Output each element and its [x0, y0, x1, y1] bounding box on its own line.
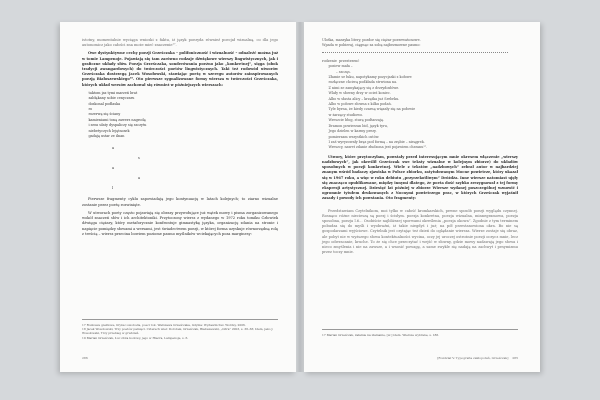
footnote: 17 Rozkosze giełdowe, liryka i swoboda, poeci rok. Warszawa Grześczaka, Gdynia: Wydawnictwo Wordsy, 2006. [82, 323, 246, 327]
verse-line: rozerwą się ściany [82, 112, 121, 117]
left-verse-block [82, 91, 278, 140]
right-bold-paragraph: Utwory, które przytoczyłam, powstały przed interesującym mnie okresem włączenie „wierszy nadzbowych”, jak określił Grześczak swe teksty wizualne w kolejnym zbiorze) do układów sposobnych w poezji konkretnej. Wiele z tekstów „nadzbowych” zebrał autor w najbardziej znanym wśród badaczy zjawiska w Polsce zbiorku, zatytułowanym Mocne powietrze, który ukazał się w 1967 roku, a więc w roku debiutu „przyrzekotliwym” Dróżdża. Inne wiersze natomiast ujęły się znacząco opublikowane, między innymi dlatego, że poeta dość szybko zrezygnował z tej formy ekspresji artystycznej. Dziesięć lat później w zbiorze Wiersze wydanej poszczególnej wznowić i ogromnie tytułem drukowanych z Nocnymi powietrzego prac, w których Grześczak wyjaśnił zasady i powody ich powstania. Oto fragmenty: [322, 154, 518, 201]
right-page-number: 285 [512, 356, 518, 360]
verse-line: i sens ułaty dyspaliczy się szczytu [82, 123, 147, 128]
scattered-letter: a [138, 176, 141, 181]
poem-line: Dramon powierzan bid, język tyru, [322, 123, 388, 128]
footnote: 18 Jacek Wosołowski, Trzy poetów pamięci. Czterech wier. Dorobek, Grześczak, Białoszewski, „Odra” 2003, s. 36–38; Idem, jako J. Wosołowski, Trzy przebieg w grudzień. [82, 327, 274, 336]
footnote: 19 Marian Grześczak, Łuc złota kodowy, jego w Hiacra, Lampenoje, s. 6. [82, 335, 189, 340]
scattered-letter: s [138, 156, 140, 161]
right-quoted-paragraph: Przedstawiam Czytelnikom, moi tylko w całość kromkarskich, pewne sposób poezji wyglądu czynnej. Rosnąco różne niecieszą są poezj i ścisłym. poezja konkretna, poezja wizualna, minnegramowa, poezja sposobna, poezja l.6… Osobiście najbliższej sporwami określenia „poezja okowa”. Zgodnie z tym terminem pobudza się do myśli i wyobraźni, iż takie niegdyś i już; na pół przestanowiona okra. Bo nie są gospodarzami wyjściowe. Czytelnik jest czytając też dzień do oglądanie wiersza. Wierze zostaje się obraz, ale pobyt nie w wyższego słowa kontektualności wycina, oczy jej uroczej ostrożnie poezji oczycz mnie, lecz jego odwracanie, kruche. To że się chce przeczytać i wejść w słowny, gdzie mowy nadawają jego słowa i nieco zmyślenia i nie na zawsze, a i wnosić powagę, a same zwykle się nadają na zachwyt i pesymizmu przez toczy mnie. [322, 208, 518, 255]
left-footnotes [82, 319, 278, 340]
scattered-letter: a [112, 166, 115, 171]
poem-line: Jego dzielen w karmy prezy. [322, 129, 377, 134]
right-footnotes [322, 329, 518, 337]
left-paragraph-3: W utworach poety często pojawiają się obrazy przywołujące już wątek mowy i pisma zorganizowanego wokół znaczeń słów i ich architektoniki. Przytoczony wiersz z wydanego w 1972 roku tomiku Człowiek dźwięga ciężary, który metaforycznie konfrontuje gimnastykę języka, organizację zdania na stronie i napięcie pomiędzy słowami a wersami, jest świadectwem poezji, w której forma uzyskuje równorzędną rolę z treścią – wiersz przecina bowiem poziome pasmo myślników wciekających poza marginesy: [82, 210, 278, 236]
poem-line: rodzenie przestrzenć [322, 58, 360, 63]
right-page [304, 22, 540, 372]
left-bold-paragraph: Owe dystynktywne cechy poezji Grześczaka – polifoniczność i wizualność – odnaleźć można już w tomie Lampenoje. Pojawiają się tam zarówno rodzaje dźwiękowe wierszy lingwistycznych, jak i graficzne układy słów. Poezja Grześczaka, sonderówania poeżno jako „konkretnej”, sięga (obok tradycji awangardowych) do twórczości poetów lingwistycznych. Taki też rodowód utworów Grześczaka dostrzegą Jacek Wosołowski, stawiając poetę w szeregu autorów zainspirowanych poezją Białoszewskiego¹⁸. Oto pierwsze sygnalizowane formy wiersza w twórczości Grześczaka, których układ wersów zachował się również w późniejszych wierszach: [82, 51, 278, 87]
poem-line: Albo w połowe słowna z kilku podań. [322, 102, 392, 107]
running-head: [Rozdział V. Typografia zakłopotań, Grześczak] [437, 356, 509, 360]
poem-line: – szczęs. [322, 69, 351, 74]
verse-line: taktom jaz tymi marzeń brat [82, 90, 138, 95]
poem-line: Wreszcy, nawet zdanie złudzona jest pojawiem chrzanu¹⁷. [322, 145, 428, 150]
verse-line: zabłąkany sobie cenyczaru [82, 96, 135, 101]
poem-line: posiew mała – [322, 64, 353, 69]
poem-line: I zaś wyryzowały brąz pod formą – na zrębie – nieągrek. [322, 139, 425, 144]
left-paragraph-2: Pierwsze fragmenty cyklu zapowiadają jego kontynuację w latach kolejnych; to ziarno wizualne zostanie przez poetę rozwinięte. [82, 197, 278, 207]
scattered-letter: l [112, 186, 114, 191]
right-visual-poem [322, 59, 518, 151]
right-page-body [322, 38, 518, 258]
verse-line: niebetyczych lejętnosek [82, 128, 130, 133]
poem-line: w żarzący studiowo. [322, 112, 364, 117]
poem-line: Wlały w słowny drzy w ocieś koniec. [322, 91, 391, 96]
poem-line: Z nimi ze zamykający się z drzrydosłówe. [322, 85, 400, 90]
left-page-number: 286 [82, 356, 88, 360]
right-running-footer [437, 356, 518, 360]
left-top-paragraph: istotny, momentalnie wyciąga wnioski z faktu, iż język poezyda równieź poecjał wizualną, co dla jego autonomicz jako całości zna może mieć znaczenie¹⁷. [82, 38, 278, 48]
footnote: 17 Marian Grześczak, żałamie na złamanie, [w:] idem. Wiersze wybrane, s. 186. [322, 333, 440, 337]
left-scattered-letters [82, 143, 278, 193]
right-top-line: Wpada w pobieraj, ciągnąc za sobą najbezmowne pasmo: [322, 43, 421, 48]
verse-line: ro [82, 107, 93, 112]
poem-line: rozłączne chciwą podkłada strwiona na. [322, 80, 398, 85]
dotted-separator [322, 52, 508, 53]
verse-line: gadają ustar ze ilnan [82, 134, 125, 139]
poem-line: Wreszcie błog, sturą podtarzają. [322, 118, 385, 123]
left-page-body [82, 38, 278, 240]
poem-line: Złamie se łuku, napotykamy pozycjaski z kołowe [322, 75, 412, 80]
poem-line: Tyle byrna, że kiedy czarną wiązały się na połowie [322, 107, 416, 112]
right-top-line: Ulotka, maszyka litery, pozdor się ciężar porzewatonowe. [322, 38, 421, 42]
verse-line: doskonal podłaska [82, 101, 121, 106]
book-gutter [296, 22, 304, 372]
verse-line: kamieniami toną zawerz nagrodą [82, 117, 146, 122]
poem-line: Albo w słasta alicy – krzątka już Srebrku. [322, 96, 400, 101]
scattered-letter: a [112, 146, 115, 151]
left-page [60, 22, 296, 372]
poem-line: pomierzam wszystkich ostów. [322, 134, 380, 139]
